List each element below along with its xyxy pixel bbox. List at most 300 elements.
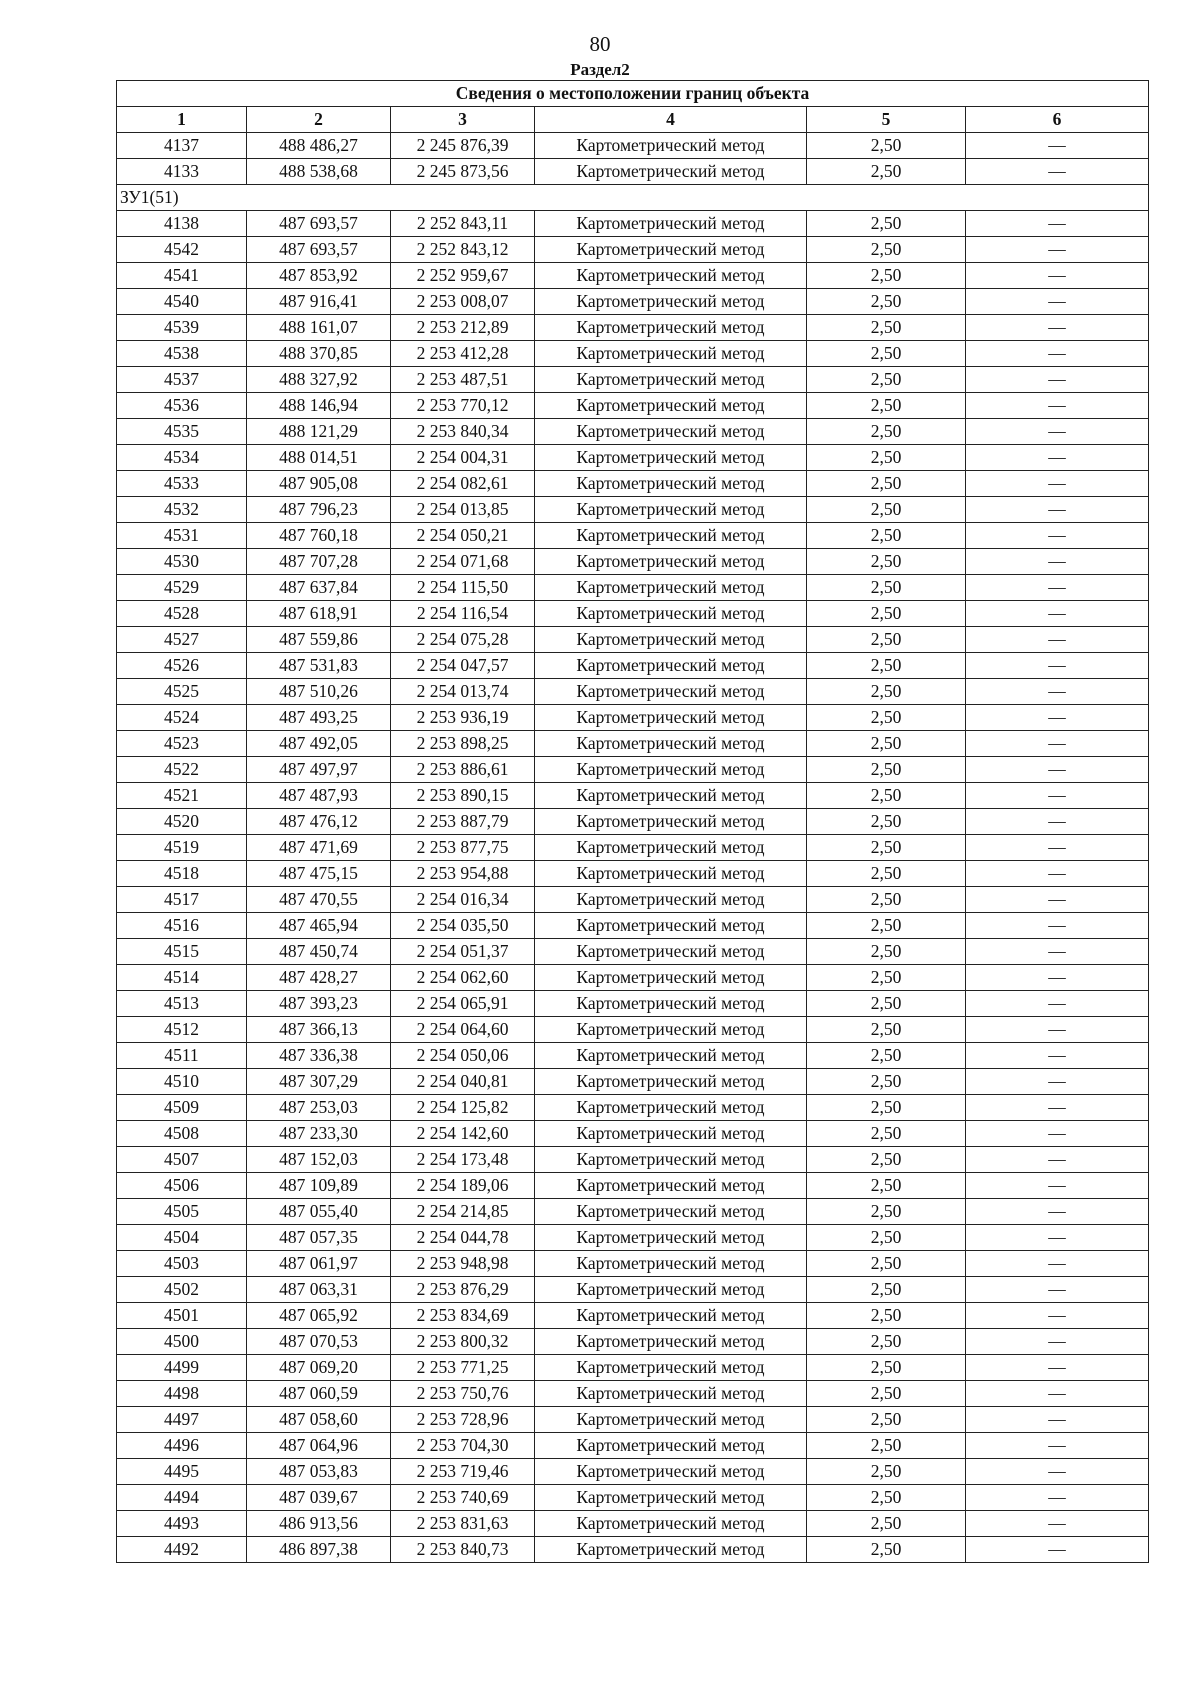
description-cell: — <box>966 705 1149 731</box>
y-coordinate-cell: 2 254 004,31 <box>391 445 535 471</box>
table-row <box>117 211 1149 237</box>
description-cell: — <box>966 601 1149 627</box>
accuracy-cell: 2,50 <box>807 1303 966 1329</box>
point-number-cell: 4505 <box>117 1199 247 1225</box>
table-row <box>117 341 1149 367</box>
accuracy-cell: 2,50 <box>807 1511 966 1537</box>
point-number-cell: 4512 <box>117 1017 247 1043</box>
description-cell: — <box>966 965 1149 991</box>
point-number-cell: 4526 <box>117 653 247 679</box>
method-cell: Картометрический метод <box>535 1381 807 1407</box>
x-coordinate-cell: 487 531,83 <box>247 653 391 679</box>
point-number-cell: 4504 <box>117 1225 247 1251</box>
description-cell: — <box>966 1381 1149 1407</box>
table-row <box>117 445 1149 471</box>
method-cell: Картометрический метод <box>535 913 807 939</box>
table-row <box>117 835 1149 861</box>
method-cell: Картометрический метод <box>535 1199 807 1225</box>
point-number-cell: 4527 <box>117 627 247 653</box>
accuracy-cell: 2,50 <box>807 757 966 783</box>
y-coordinate-cell: 2 253 704,30 <box>391 1433 535 1459</box>
method-cell: Картометрический метод <box>535 393 807 419</box>
accuracy-cell: 2,50 <box>807 159 966 185</box>
y-coordinate-cell: 2 254 040,81 <box>391 1069 535 1095</box>
accuracy-cell: 2,50 <box>807 939 966 965</box>
coordinates-table <box>116 80 1149 1563</box>
accuracy-cell: 2,50 <box>807 263 966 289</box>
method-cell: Картометрический метод <box>535 1251 807 1277</box>
accuracy-cell: 2,50 <box>807 1537 966 1563</box>
accuracy-cell: 2,50 <box>807 1095 966 1121</box>
accuracy-cell: 2,50 <box>807 1043 966 1069</box>
table-row <box>117 1303 1149 1329</box>
description-cell: — <box>966 393 1149 419</box>
x-coordinate-cell: 487 065,92 <box>247 1303 391 1329</box>
accuracy-cell: 2,50 <box>807 393 966 419</box>
accuracy-cell: 2,50 <box>807 679 966 705</box>
table-row <box>117 1485 1149 1511</box>
x-coordinate-cell: 487 693,57 <box>247 237 391 263</box>
description-cell: — <box>966 887 1149 913</box>
accuracy-cell: 2,50 <box>807 809 966 835</box>
description-cell: — <box>966 263 1149 289</box>
method-cell: Картометрический метод <box>535 471 807 497</box>
y-coordinate-cell: 2 254 064,60 <box>391 1017 535 1043</box>
accuracy-cell: 2,50 <box>807 1355 966 1381</box>
point-number-cell: 4508 <box>117 1121 247 1147</box>
table-row <box>117 1251 1149 1277</box>
point-number-cell: 4509 <box>117 1095 247 1121</box>
table-body <box>117 133 1149 1563</box>
method-cell: Картометрический метод <box>535 289 807 315</box>
table-row <box>117 497 1149 523</box>
y-coordinate-cell: 2 254 116,54 <box>391 601 535 627</box>
table-row <box>117 731 1149 757</box>
table-row <box>117 549 1149 575</box>
point-number-cell: 4534 <box>117 445 247 471</box>
method-cell: Картометрический метод <box>535 1329 807 1355</box>
x-coordinate-cell: 487 307,29 <box>247 1069 391 1095</box>
description-cell: — <box>966 913 1149 939</box>
point-number-cell: 4523 <box>117 731 247 757</box>
y-coordinate-cell: 2 254 050,06 <box>391 1043 535 1069</box>
x-coordinate-cell: 487 465,94 <box>247 913 391 939</box>
description-cell: — <box>966 575 1149 601</box>
description-cell: — <box>966 861 1149 887</box>
description-cell: — <box>966 159 1149 185</box>
description-cell: — <box>966 237 1149 263</box>
accuracy-cell: 2,50 <box>807 1407 966 1433</box>
point-number-cell: 4525 <box>117 679 247 705</box>
accuracy-cell: 2,50 <box>807 211 966 237</box>
x-coordinate-cell: 488 327,92 <box>247 367 391 393</box>
accuracy-cell: 2,50 <box>807 887 966 913</box>
x-coordinate-cell: 487 637,84 <box>247 575 391 601</box>
point-number-cell: 4510 <box>117 1069 247 1095</box>
table-row <box>117 1433 1149 1459</box>
column-header: 5 <box>807 107 966 133</box>
description-cell: — <box>966 1043 1149 1069</box>
y-coordinate-cell: 2 253 887,79 <box>391 809 535 835</box>
description-cell: — <box>966 497 1149 523</box>
y-coordinate-cell: 2 254 013,85 <box>391 497 535 523</box>
method-cell: Картометрический метод <box>535 705 807 731</box>
group-label: ЗУ1(51) <box>117 185 1149 211</box>
point-number-cell: 4519 <box>117 835 247 861</box>
point-number-cell: 4535 <box>117 419 247 445</box>
y-coordinate-cell: 2 253 840,34 <box>391 419 535 445</box>
method-cell: Картометрический метод <box>535 1225 807 1251</box>
y-coordinate-cell: 2 253 840,73 <box>391 1537 535 1563</box>
method-cell: Картометрический метод <box>535 809 807 835</box>
table-row <box>117 601 1149 627</box>
method-cell: Картометрический метод <box>535 887 807 913</box>
description-cell: — <box>966 367 1149 393</box>
point-number-cell: 4513 <box>117 991 247 1017</box>
method-cell: Картометрический метод <box>535 757 807 783</box>
accuracy-cell: 2,50 <box>807 289 966 315</box>
point-number-cell: 4503 <box>117 1251 247 1277</box>
description-cell: — <box>966 419 1149 445</box>
method-cell: Картометрический метод <box>535 1511 807 1537</box>
point-number-cell: 4528 <box>117 601 247 627</box>
x-coordinate-cell: 488 121,29 <box>247 419 391 445</box>
method-cell: Картометрический метод <box>535 1173 807 1199</box>
y-coordinate-cell: 2 254 016,34 <box>391 887 535 913</box>
table-row <box>117 315 1149 341</box>
x-coordinate-cell: 487 152,03 <box>247 1147 391 1173</box>
x-coordinate-cell: 487 487,93 <box>247 783 391 809</box>
accuracy-cell: 2,50 <box>807 965 966 991</box>
point-number-cell: 4520 <box>117 809 247 835</box>
accuracy-cell: 2,50 <box>807 419 966 445</box>
point-number-cell: 4521 <box>117 783 247 809</box>
point-number-cell: 4537 <box>117 367 247 393</box>
method-cell: Картометрический метод <box>535 1485 807 1511</box>
y-coordinate-cell: 2 253 831,63 <box>391 1511 535 1537</box>
table-row <box>117 263 1149 289</box>
method-cell: Картометрический метод <box>535 133 807 159</box>
y-coordinate-cell: 2 253 834,69 <box>391 1303 535 1329</box>
method-cell: Картометрический метод <box>535 653 807 679</box>
description-cell: — <box>966 809 1149 835</box>
point-number-cell: 4138 <box>117 211 247 237</box>
table-row <box>117 1277 1149 1303</box>
y-coordinate-cell: 2 253 770,12 <box>391 393 535 419</box>
table-row <box>117 679 1149 705</box>
description-cell: — <box>966 1511 1149 1537</box>
table-row <box>117 809 1149 835</box>
y-coordinate-cell: 2 253 898,25 <box>391 731 535 757</box>
accuracy-cell: 2,50 <box>807 991 966 1017</box>
table-row <box>117 1329 1149 1355</box>
x-coordinate-cell: 487 796,23 <box>247 497 391 523</box>
table-row <box>117 1355 1149 1381</box>
point-number-cell: 4511 <box>117 1043 247 1069</box>
method-cell: Картометрический метод <box>535 445 807 471</box>
method-cell: Картометрический метод <box>535 419 807 445</box>
accuracy-cell: 2,50 <box>807 1069 966 1095</box>
x-coordinate-cell: 488 161,07 <box>247 315 391 341</box>
x-coordinate-cell: 487 058,60 <box>247 1407 391 1433</box>
y-coordinate-cell: 2 253 876,29 <box>391 1277 535 1303</box>
accuracy-cell: 2,50 <box>807 1199 966 1225</box>
description-cell: — <box>966 1251 1149 1277</box>
y-coordinate-cell: 2 252 843,12 <box>391 237 535 263</box>
description-cell: — <box>966 679 1149 705</box>
y-coordinate-cell: 2 254 035,50 <box>391 913 535 939</box>
accuracy-cell: 2,50 <box>807 497 966 523</box>
method-cell: Картометрический метод <box>535 861 807 887</box>
x-coordinate-cell: 487 253,03 <box>247 1095 391 1121</box>
x-coordinate-cell: 487 510,26 <box>247 679 391 705</box>
x-coordinate-cell: 487 470,55 <box>247 887 391 913</box>
y-coordinate-cell: 2 245 876,39 <box>391 133 535 159</box>
method-cell: Картометрический метод <box>535 1537 807 1563</box>
x-coordinate-cell: 488 370,85 <box>247 341 391 367</box>
accuracy-cell: 2,50 <box>807 1225 966 1251</box>
accuracy-cell: 2,50 <box>807 575 966 601</box>
y-coordinate-cell: 2 254 065,91 <box>391 991 535 1017</box>
point-number-cell: 4494 <box>117 1485 247 1511</box>
table-row <box>117 1511 1149 1537</box>
table-row <box>117 393 1149 419</box>
description-cell: — <box>966 1303 1149 1329</box>
description-cell: — <box>966 1407 1149 1433</box>
method-cell: Картометрический метод <box>535 497 807 523</box>
description-cell: — <box>966 1147 1149 1173</box>
x-coordinate-cell: 488 538,68 <box>247 159 391 185</box>
table-row <box>117 1069 1149 1095</box>
description-cell: — <box>966 1095 1149 1121</box>
point-number-cell: 4518 <box>117 861 247 887</box>
accuracy-cell: 2,50 <box>807 653 966 679</box>
accuracy-cell: 2,50 <box>807 1381 966 1407</box>
table-row <box>117 783 1149 809</box>
method-cell: Картометрический метод <box>535 211 807 237</box>
point-number-cell: 4514 <box>117 965 247 991</box>
y-coordinate-cell: 2 254 125,82 <box>391 1095 535 1121</box>
x-coordinate-cell: 486 897,38 <box>247 1537 391 1563</box>
x-coordinate-cell: 487 366,13 <box>247 1017 391 1043</box>
point-number-cell: 4492 <box>117 1537 247 1563</box>
y-coordinate-cell: 2 254 082,61 <box>391 471 535 497</box>
description-cell: — <box>966 991 1149 1017</box>
y-coordinate-cell: 2 254 189,06 <box>391 1173 535 1199</box>
method-cell: Картометрический метод <box>535 367 807 393</box>
table-caption-row <box>117 81 1149 107</box>
accuracy-cell: 2,50 <box>807 133 966 159</box>
table-row <box>117 237 1149 263</box>
method-cell: Картометрический метод <box>535 549 807 575</box>
y-coordinate-cell: 2 253 800,32 <box>391 1329 535 1355</box>
x-coordinate-cell: 487 428,27 <box>247 965 391 991</box>
table-row <box>117 419 1149 445</box>
y-coordinate-cell: 2 253 212,89 <box>391 315 535 341</box>
x-coordinate-cell: 487 069,20 <box>247 1355 391 1381</box>
table-row <box>117 1537 1149 1563</box>
point-number-cell: 4522 <box>117 757 247 783</box>
x-coordinate-cell: 487 070,53 <box>247 1329 391 1355</box>
table-row <box>117 367 1149 393</box>
accuracy-cell: 2,50 <box>807 1121 966 1147</box>
y-coordinate-cell: 2 253 936,19 <box>391 705 535 731</box>
table-row <box>117 939 1149 965</box>
point-number-cell: 4496 <box>117 1433 247 1459</box>
x-coordinate-cell: 487 492,05 <box>247 731 391 757</box>
description-cell: — <box>966 471 1149 497</box>
table-row <box>117 1147 1149 1173</box>
method-cell: Картометрический метод <box>535 939 807 965</box>
table-row <box>117 1459 1149 1485</box>
description-cell: — <box>966 835 1149 861</box>
x-coordinate-cell: 487 060,59 <box>247 1381 391 1407</box>
y-coordinate-cell: 2 253 890,15 <box>391 783 535 809</box>
point-number-cell: 4533 <box>117 471 247 497</box>
method-cell: Картометрический метод <box>535 731 807 757</box>
x-coordinate-cell: 487 055,40 <box>247 1199 391 1225</box>
point-number-cell: 4506 <box>117 1173 247 1199</box>
y-coordinate-cell: 2 253 412,28 <box>391 341 535 367</box>
y-coordinate-cell: 2 253 948,98 <box>391 1251 535 1277</box>
method-cell: Картометрический метод <box>535 783 807 809</box>
x-coordinate-cell: 487 039,67 <box>247 1485 391 1511</box>
description-cell: — <box>966 1173 1149 1199</box>
accuracy-cell: 2,50 <box>807 783 966 809</box>
method-cell: Картометрический метод <box>535 1459 807 1485</box>
accuracy-cell: 2,50 <box>807 731 966 757</box>
description-cell: — <box>966 627 1149 653</box>
column-header: 1 <box>117 107 247 133</box>
accuracy-cell: 2,50 <box>807 835 966 861</box>
method-cell: Картометрический метод <box>535 523 807 549</box>
accuracy-cell: 2,50 <box>807 705 966 731</box>
description-cell: — <box>966 731 1149 757</box>
method-cell: Картометрический метод <box>535 991 807 1017</box>
description-cell: — <box>966 1225 1149 1251</box>
point-number-cell: 4507 <box>117 1147 247 1173</box>
x-coordinate-cell: 488 014,51 <box>247 445 391 471</box>
x-coordinate-cell: 486 913,56 <box>247 1511 391 1537</box>
table-caption: Сведения о местоположении границ объекта <box>117 81 1149 107</box>
accuracy-cell: 2,50 <box>807 549 966 575</box>
accuracy-cell: 2,50 <box>807 445 966 471</box>
table-row <box>117 1407 1149 1433</box>
table-row <box>117 965 1149 991</box>
description-cell: — <box>966 653 1149 679</box>
method-cell: Картометрический метод <box>535 1303 807 1329</box>
accuracy-cell: 2,50 <box>807 1329 966 1355</box>
table-row <box>117 159 1149 185</box>
method-cell: Картометрический метод <box>535 627 807 653</box>
point-number-cell: 4515 <box>117 939 247 965</box>
description-cell: — <box>966 1277 1149 1303</box>
method-cell: Картометрический метод <box>535 1017 807 1043</box>
description-cell: — <box>966 1485 1149 1511</box>
table-row <box>117 653 1149 679</box>
point-number-cell: 4530 <box>117 549 247 575</box>
method-cell: Картометрический метод <box>535 965 807 991</box>
x-coordinate-cell: 487 450,74 <box>247 939 391 965</box>
x-coordinate-cell: 487 497,97 <box>247 757 391 783</box>
y-coordinate-cell: 2 253 728,96 <box>391 1407 535 1433</box>
point-number-cell: 4539 <box>117 315 247 341</box>
accuracy-cell: 2,50 <box>807 523 966 549</box>
x-coordinate-cell: 487 760,18 <box>247 523 391 549</box>
x-coordinate-cell: 488 486,27 <box>247 133 391 159</box>
method-cell: Картометрический метод <box>535 1407 807 1433</box>
description-cell: — <box>966 1433 1149 1459</box>
point-number-cell: 4532 <box>117 497 247 523</box>
accuracy-cell: 2,50 <box>807 601 966 627</box>
table-row <box>117 575 1149 601</box>
column-number-row <box>117 107 1149 133</box>
accuracy-cell: 2,50 <box>807 315 966 341</box>
accuracy-cell: 2,50 <box>807 913 966 939</box>
table-row <box>117 757 1149 783</box>
table-header <box>117 81 1149 133</box>
method-cell: Картометрический метод <box>535 263 807 289</box>
description-cell: — <box>966 1459 1149 1485</box>
description-cell: — <box>966 757 1149 783</box>
point-number-cell: 4497 <box>117 1407 247 1433</box>
description-cell: — <box>966 133 1149 159</box>
method-cell: Картометрический метод <box>535 835 807 861</box>
description-cell: — <box>966 1017 1149 1043</box>
y-coordinate-cell: 2 253 877,75 <box>391 835 535 861</box>
y-coordinate-cell: 2 252 843,11 <box>391 211 535 237</box>
method-cell: Картометрический метод <box>535 1095 807 1121</box>
x-coordinate-cell: 487 471,69 <box>247 835 391 861</box>
accuracy-cell: 2,50 <box>807 1485 966 1511</box>
description-cell: — <box>966 445 1149 471</box>
description-cell: — <box>966 1069 1149 1095</box>
accuracy-cell: 2,50 <box>807 367 966 393</box>
method-cell: Картометрический метод <box>535 679 807 705</box>
description-cell: — <box>966 523 1149 549</box>
column-header: 4 <box>535 107 807 133</box>
method-cell: Картометрический метод <box>535 341 807 367</box>
point-number-cell: 4495 <box>117 1459 247 1485</box>
accuracy-cell: 2,50 <box>807 471 966 497</box>
x-coordinate-cell: 487 476,12 <box>247 809 391 835</box>
method-cell: Картометрический метод <box>535 237 807 263</box>
y-coordinate-cell: 2 254 075,28 <box>391 627 535 653</box>
group-row <box>117 185 1149 211</box>
x-coordinate-cell: 487 916,41 <box>247 289 391 315</box>
table-row <box>117 133 1149 159</box>
point-number-cell: 4524 <box>117 705 247 731</box>
table-row <box>117 289 1149 315</box>
x-coordinate-cell: 487 475,15 <box>247 861 391 887</box>
table-row <box>117 1381 1149 1407</box>
table-row <box>117 1225 1149 1251</box>
description-cell: — <box>966 289 1149 315</box>
y-coordinate-cell: 2 254 044,78 <box>391 1225 535 1251</box>
x-coordinate-cell: 487 905,08 <box>247 471 391 497</box>
table-row <box>117 913 1149 939</box>
x-coordinate-cell: 487 393,23 <box>247 991 391 1017</box>
y-coordinate-cell: 2 253 750,76 <box>391 1381 535 1407</box>
point-number-cell: 4499 <box>117 1355 247 1381</box>
description-cell: — <box>966 1355 1149 1381</box>
point-number-cell: 4516 <box>117 913 247 939</box>
point-number-cell: 4538 <box>117 341 247 367</box>
point-number-cell: 4542 <box>117 237 247 263</box>
method-cell: Картометрический метод <box>535 315 807 341</box>
y-coordinate-cell: 2 254 013,74 <box>391 679 535 705</box>
accuracy-cell: 2,50 <box>807 1433 966 1459</box>
